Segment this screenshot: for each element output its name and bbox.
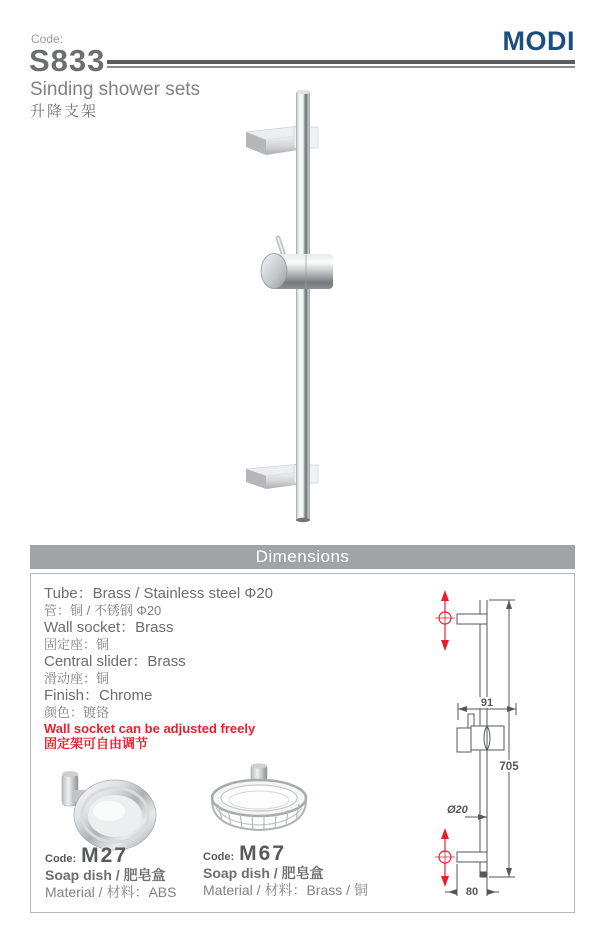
technical-drawing [425,580,575,905]
dim-label-diameter: Ø20 [447,804,468,816]
accessory-material: Material / 材料：ABS [45,884,177,900]
spec-finish-en: Finish：Chrome [44,687,153,704]
product-name-zh: 升降支架 [30,103,99,120]
product-code: S833 [29,43,106,78]
adjustability-arrow-icon-bottom [435,828,455,887]
accessory-name: Soap dish / 肥皂盒 [203,865,324,881]
accessory-m27 [45,844,177,900]
brand-logo: MODI [502,26,575,56]
code-label: Code: [31,32,64,46]
adjustability-note [44,721,384,752]
adjustability-arrow-icon-top [435,590,455,651]
spec-finish-zh: 颜色：镀铬 [44,705,110,720]
product-name-en: Sinding shower sets [30,79,201,100]
chrome-tube [296,90,310,522]
accessory-m67 [203,842,368,898]
dim-label-91: 91 [480,697,494,709]
dim-label-80: 80 [465,886,479,898]
spec-central-slider-en: Central slider：Brass [44,653,186,670]
accessory-code-label: Code: [203,851,235,863]
adjustability-note-en: Wall socket can be adjusted freely [44,721,256,736]
spec-tube-zh: 管：铜 / 不锈钢 Φ20 [44,603,162,618]
adjustability-note-zh: 固定架可自由调节 [44,736,149,751]
accessory-photo-m67-soap-dish [198,762,320,842]
drawing-bottom-socket [457,852,487,862]
spec-central-slider-zh: 滑动座：铜 [44,671,110,686]
drawing-top-socket [457,614,487,624]
dim-label-705: 705 [499,761,519,773]
spec-list [44,586,384,722]
dimensions-banner: Dimensions [30,545,575,569]
product-photo-slider-bar [228,86,378,536]
accessory-code: M27 [81,844,129,867]
accessory-material: Material / 材料：Brass / 铜 [203,882,368,898]
accessory-photo-m27-soap-dish [52,768,164,852]
spec-wall-socket-zh: 固定座：铜 [44,637,110,652]
accessory-code-label: Code: [45,853,77,865]
accessory-name: Soap dish / 肥皂盒 [45,867,166,883]
spec-tube-en: Tube：Brass / Stainless steel Φ20 [44,585,274,602]
header-rule [107,60,575,68]
accessory-code: M67 [239,842,287,865]
spec-wall-socket-en: Wall socket：Brass [44,619,174,636]
